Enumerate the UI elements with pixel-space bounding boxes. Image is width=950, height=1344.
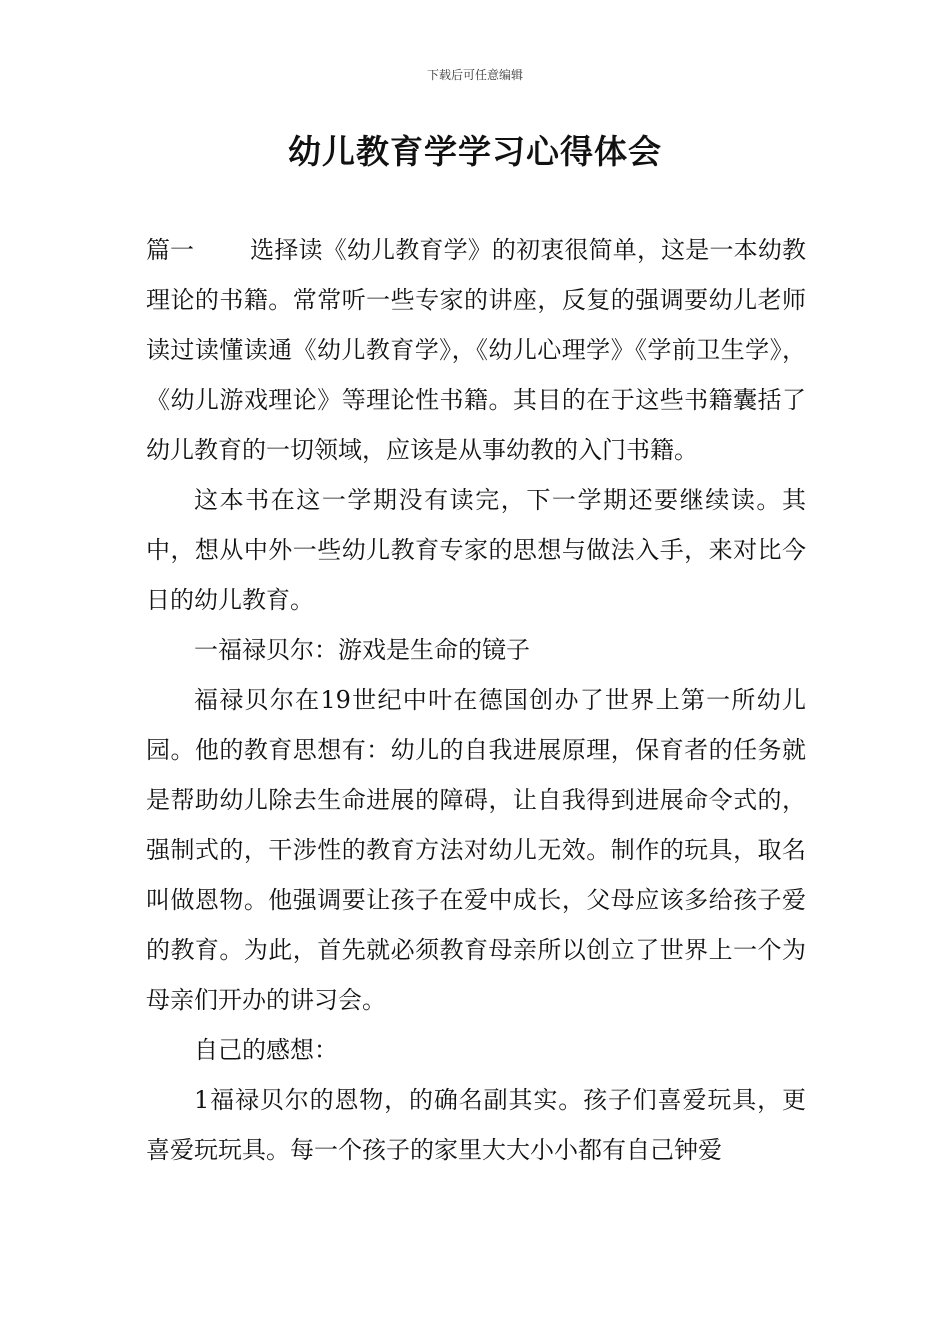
section-label: 篇一	[146, 236, 194, 264]
paragraph-3: 福禄贝尔在19世纪中叶在德国创办了世界上第一所幼儿园。他的教育思想有：幼儿的自我进展原理，保育者的任务就是帮助幼儿除去生命进展的障碍，让自我得到进展命令式的，强制式的，干涉性的教育方法对幼儿无效。制作的玩具，取名叫做恩物。他强调要让孩子在爱中成长，父母应该多给孩子爱的教育。为此，首先就必须教育母亲所以创立了世界上一个为母亲们开办的讲习会。	[146, 686, 806, 1014]
document-body	[146, 225, 806, 1175]
subheading: 自己的感想：	[194, 1036, 338, 1064]
paragraph-1	[146, 225, 806, 475]
paragraph-2: 这本书在这一学期没有读完，下一学期还要继续读。其中，想从中外一些幼儿教育专家的思想与做法入手，来对比今日的幼儿教育。	[146, 486, 806, 614]
header-note: 下载后可任意编辑	[426, 68, 523, 82]
document-title: 幼儿教育学学习心得体会	[288, 132, 662, 171]
paragraph-text: 选择读《幼儿教育学》的初衷很简单，这是一本幼教理论的书籍。常常听一些专家的讲座，反复的强调要幼儿老师读过读懂读通《幼儿教育学》，《幼儿心理学》《学前卫生学》，《幼儿游戏理论》等理论性书籍。其目的在于这些书籍囊括了幼儿教育的一切领域，应该是从事幼教的入门书籍。	[146, 236, 806, 464]
section-heading: 一福禄贝尔：游戏是生命的镜子	[194, 636, 530, 664]
paragraph-4: 1福禄贝尔的恩物，的确名副其实。孩子们喜爱玩具，更喜爱玩玩具。每一个孩子的家里大大小小都有自己钟爱	[146, 1086, 806, 1164]
